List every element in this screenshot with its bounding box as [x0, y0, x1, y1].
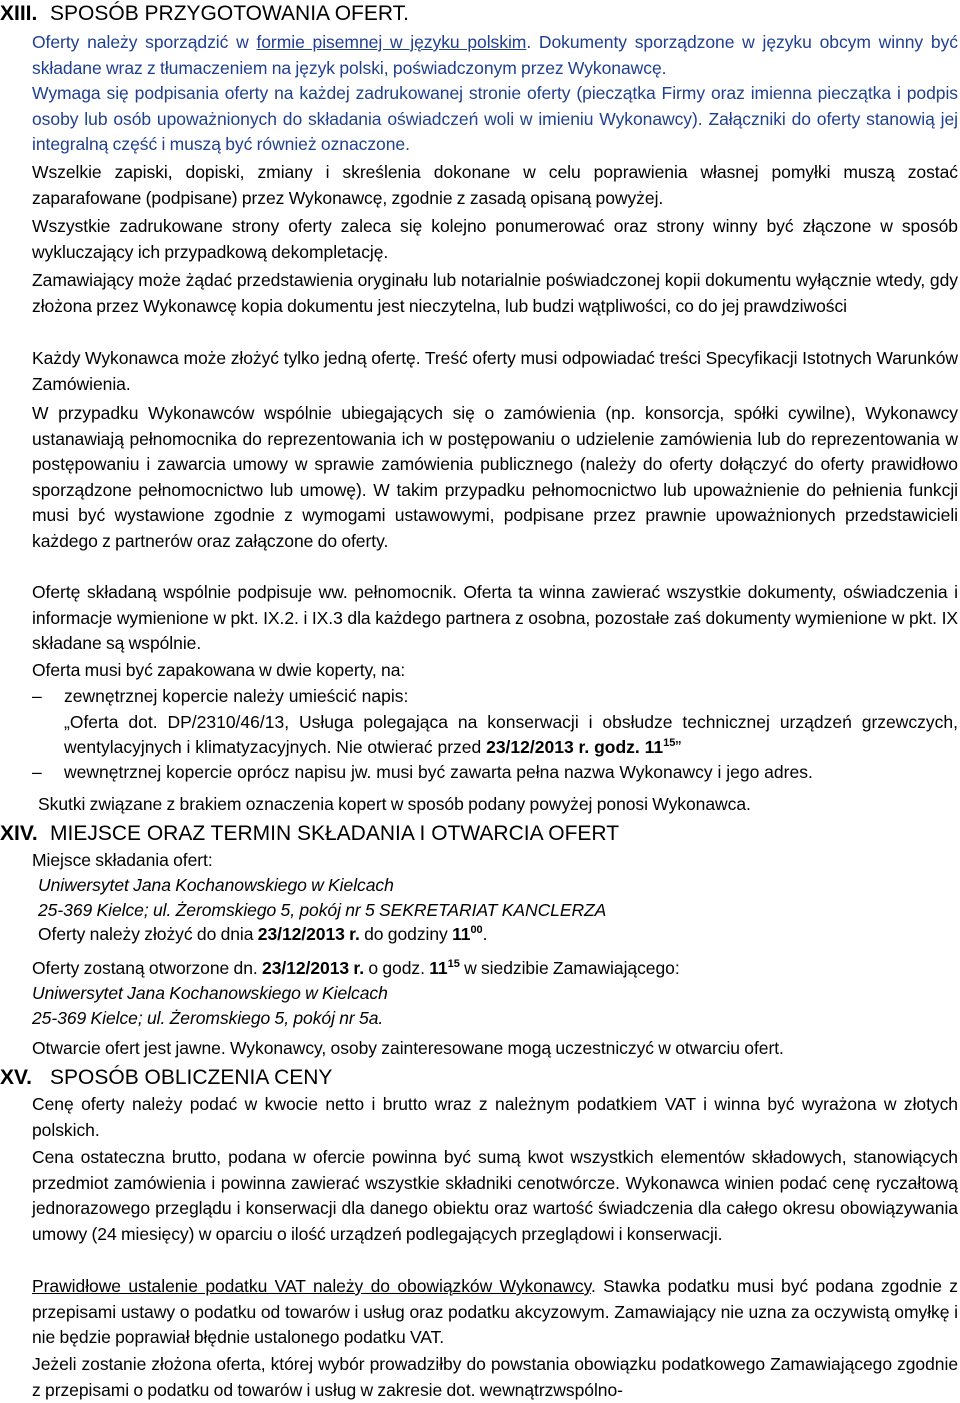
place-line-1: Uniwersytet Jana Kochanowskiego w Kielcach: [38, 875, 394, 895]
underlined-text: formie pisemnej w języku polskim: [256, 32, 527, 52]
paragraph-public-opening: Otwarcie ofert jest jawne. Wykonawcy, osoby zainteresowane mogą uczestniczyć w otwarciu ofert.: [32, 1038, 784, 1058]
section-heading-14: [0, 820, 619, 848]
paragraph-envelopes: Oferta musi być zapakowana w dwie koperty, na:: [32, 660, 406, 680]
section-title: MIEJSCE ORAZ TERMIN SKŁADANIA I OTWARCIA OFERT: [50, 822, 620, 845]
list-item: – zewnętrznej kopercie należy umieścić napis: „Oferta dot. DP/2310/46/13, Usługa polegająca na konserwacji i obsłudze technicznej urządzeń grzewczych, wentylacyjnych i klimatyzacyjnych. Nie otwierać przed 23/12/2013 r. godz. $11^{15}$”: [32, 686, 958, 757]
dash-bullet: –: [32, 686, 42, 706]
paragraph-language: Oferty należy sporządzić w formie pisemnej w języku polskim. Dokumenty sporządzone w języku obcym winny być składane wraz z tłumaczeniem na język polski, poświadczonym przez Wykonawcę.: [32, 32, 958, 78]
paragraph-consequences: Skutki związane z brakiem oznaczenia kopert w sposób podany powyżej ponosi Wykonawca.: [38, 794, 751, 814]
paragraph-final-price: Cena ostateczna brutto, podana w ofercie powinna być sumą kwot wszystkich elementów składowych, stanowiących przedmiot zamówienia i powinna zawierać wszystkie składniki cenotwórcze. Wykonawca winien podać cenę ryczałtową jednorazowego przeglądu i konserwacji dla danego obiektu oraz wartość świadczenia dla całego okresu obowiązywania umowy (24 miesięcy) w oparciu o ilość urządzeń podlegających przeglądowi i konserwacji.: [32, 1147, 958, 1244]
paragraph-joint-offer: Ofertę składaną wspólnie podpisuje ww. pełnomocnik. Oferta ta winna zawierać wszystkie dokumenty, oświadczenia i informacje wymienione w pkt. IX.2. i IX.3 dla każdego partnera z osobna, pozostałe zaś dokumenty wymienione w pkt. IX składane są wspólnie.: [32, 582, 958, 653]
dash-bullet: –: [32, 762, 42, 782]
opening-line: Oferty zostaną otworzone dn. 23/12/2013 r. o godz. $11^{15}$ w siedzibie Zamawiającego:: [32, 958, 680, 978]
section-heading-15: [0, 1064, 332, 1092]
section-number: XIV.: [0, 822, 38, 845]
paragraph-one-offer: Każdy Wykonawca może złożyć tylko jedną ofertę. Treść oferty musi odpowiadać treści Specyfikacji Istotnych Warunków Zamówienia.: [32, 348, 958, 394]
place-line-2: 25-369 Kielce; ul. Żeromskiego 5, pokój nr 5 SEKRETARIAT KANCLERZA: [38, 900, 607, 920]
section-number: XV.: [0, 1066, 32, 1089]
deadline-line: Oferty należy złożyć do dnia 23/12/2013 r. do godziny $11^{00}$.: [38, 924, 488, 944]
section-title: SPOSÓB PRZYGOTOWANIA OFERT.: [50, 2, 410, 25]
place-label: Miejsce składania ofert:: [32, 850, 213, 870]
paragraph-originals: Zamawiający może żądać przedstawienia oryginału lub notarialnie poświadczonej kopii dokumentu wyłącznie wtedy, gdy złożona przez Wykonawcę kopia dokumentu jest nieczytelna, lub budzi wątpliwości, co do jej prawdziwości: [32, 270, 958, 316]
paragraph-numbering: Wszystkie zadrukowane strony oferty zaleca się kolejno ponumerować oraz strony winny być złączone w sposób wykluczający ich przypadkową dekompletację.: [32, 216, 958, 262]
section-number: XIII.: [0, 2, 38, 25]
opening-place-1: Uniwersytet Jana Kochanowskiego w Kielcach: [32, 983, 388, 1003]
paragraph-vat: Prawidłowe ustalenie podatku VAT należy do obowiązków Wykonawcy. Stawka podatku musi być podana zgodnie z przepisami ustawy o podatku od towarów i usług oraz podatku akcyzowym. Zamawiający nie uzna za oczywistą omyłkę i nie będzie poprawiał błędnie ustalonego podatku VAT.: [32, 1276, 958, 1347]
list-item: – wewnętrznej kopercie oprócz napisu jw. musi być zawarta pełna nazwa Wykonawcy i jego adres.: [32, 760, 958, 786]
paragraph-tax-obligation: Jeżeli zostanie złożona oferta, której wybór prowadziłby do powstania obowiązku podatkowego Zamawiającego zgodnie z przepisami o podatku od towarów i usług w zakresie dot. wewnątrzwspólno-: [32, 1354, 958, 1400]
opening-place-2: 25-369 Kielce; ul. Żeromskiego 5, pokój nr 5a.: [32, 1008, 384, 1028]
paragraph-signing: Wymaga się podpisania oferty na każdej zadrukowanej stronie oferty (pieczątka Firmy oraz imienna pieczątka i podpis osoby lub osób upoważnionych do składania oświadczeń woli w imieniu Wykonawcy). Załączniki do oferty stanowią jej integralną część i muszą być również oznaczone.: [32, 83, 958, 154]
section-title: SPOSÓB OBLICZENIA CENY: [50, 1066, 333, 1089]
paragraph-consortium: W przypadku Wykonawców wspólnie ubiegających się o zamówienia (np. konsorcja, spółki cywilne), Wykonawcy ustanawiają pełnomocnika do reprezentowania ich w postępowaniu o udzielenie zamówienia lub do reprezentowania w postępowaniu i zawarcia umowy w sprawie zamówienia publicznego (należy do oferty dołączyć do oferty prawidłowo sporządzone pełnomocnictwo lub umowę). W takim przypadku pełnomocnictwo lub upoważnienie do pełnienia funkcji musi być wystawione zgodnie z wymogami ustawowymi, podpisane przez prawnie upoważnionych przedstawicieli każdego z partnerów oraz załączone do oferty.: [32, 403, 958, 551]
underlined-text: Prawidłowe ustalenie podatku VAT należy do obowiązków Wykonawcy: [32, 1276, 591, 1296]
paragraph-corrections: Wszelkie zapiski, dopiski, zmiany i skreślenia dokonane w celu poprawienia własnej pomyłki muszą zostać zaparafowane (podpisane) przez Wykonawcę, zgodnie z zasadą opisaną powyżej.: [32, 162, 958, 208]
paragraph-price-net-gross: Cenę oferty należy podać w kwocie netto i brutto wraz z należnym podatkiem VAT i winna być wyrażona w złotych polskich.: [32, 1094, 958, 1140]
section-heading-13: [0, 0, 409, 28]
